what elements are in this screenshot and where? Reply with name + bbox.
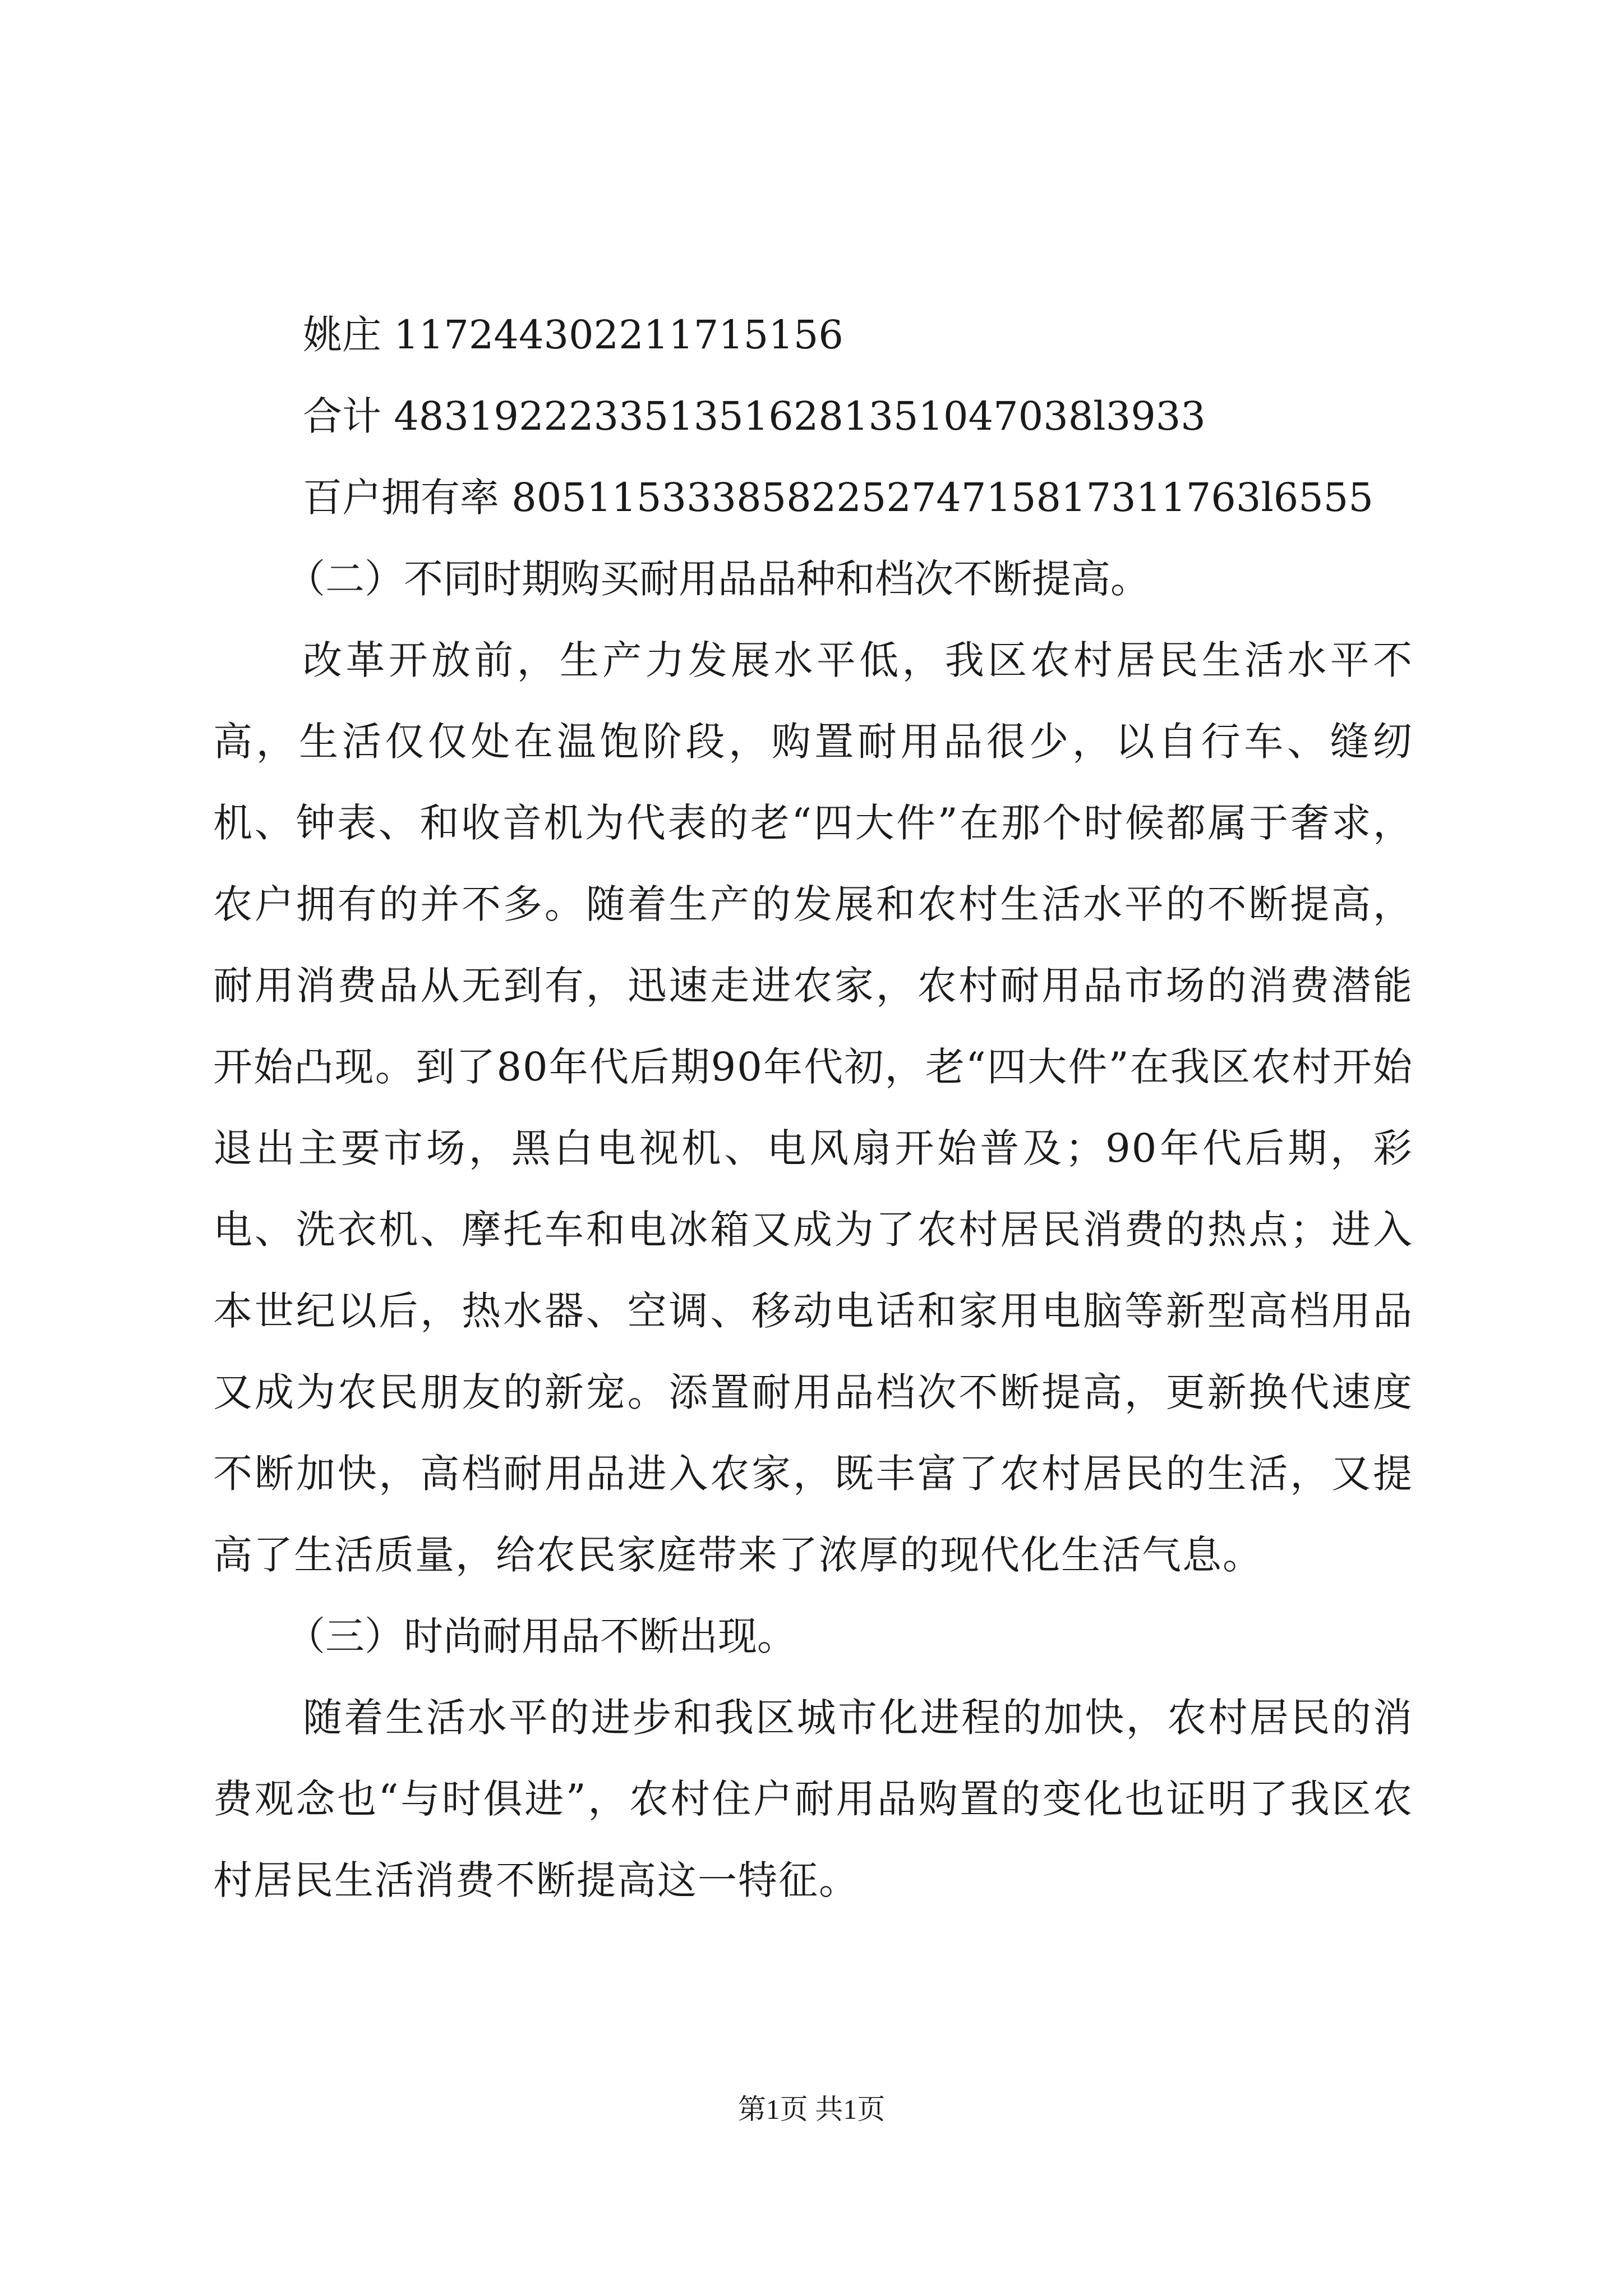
table-row-yaozhuang <box>213 295 1413 376</box>
document-body <box>213 295 1413 1921</box>
row-label: 姚庄 <box>303 312 381 358</box>
section-heading-third: （三）时尚耐用品不断出现。 <box>286 1613 796 1659</box>
row-values: 805115333858225274715817311763l6555 <box>511 475 1373 521</box>
table-row-ownership-rate <box>213 457 1413 539</box>
paragraph-consumption-concept: 随着生活水平的进步和我区城市化进程的加快，农村居民的消费观念也“与时俱进”，农村住户耐用品购置的变化也证明了我区农村居民生活消费不断提高这一特征。 <box>213 1695 1413 1903</box>
row-values: 117244302211715156 <box>394 312 843 358</box>
row-values: 4831922233513516281351047038l3933 <box>394 393 1206 439</box>
table-row-total <box>213 376 1413 457</box>
row-label: 百户拥有率 <box>303 475 499 521</box>
page-footer: 第1页 共1页 <box>737 2093 886 2125</box>
paragraph-consumer-goods-history: 改革开放前，生产力发展水平低，我区农村居民生活水平不高，生活仅仅处在温饱阶段，购置耐用品很少，以自行车、缝纫机、钟表、和收音机为代表的老“四大件”在那个时候都属于奢求，农户拥有的并不多。随着生产的发展和农村生活水平的不断提高，耐用消费品从无到有，迅速走进农家，农村耐用品市场的消费潜能开始凸现。到了80年代后期90年代初，老“四大件”在我区农村开始退出主要市场，黑白电视机、电风扇开始普及；90年代后期，彩电、洗衣机、摩托车和电冰箱又成为了农村居民消费的热点；进入本世纪以后，热水器、空调、移动电话和家用电脑等新型高档用品又成为农民朋友的新宠。添置耐用品档次不断提高，更新换代速度不断加快，高档耐用品进入农家，既丰富了农村居民的生活，又提高了生活质量，给农民家庭带来了浓厚的现代化生活气息。 <box>213 637 1413 1578</box>
section-heading-second: （二）不同时期购买耐用品品种和档次不断提高。 <box>286 556 1150 602</box>
row-label: 合计 <box>303 393 381 439</box>
